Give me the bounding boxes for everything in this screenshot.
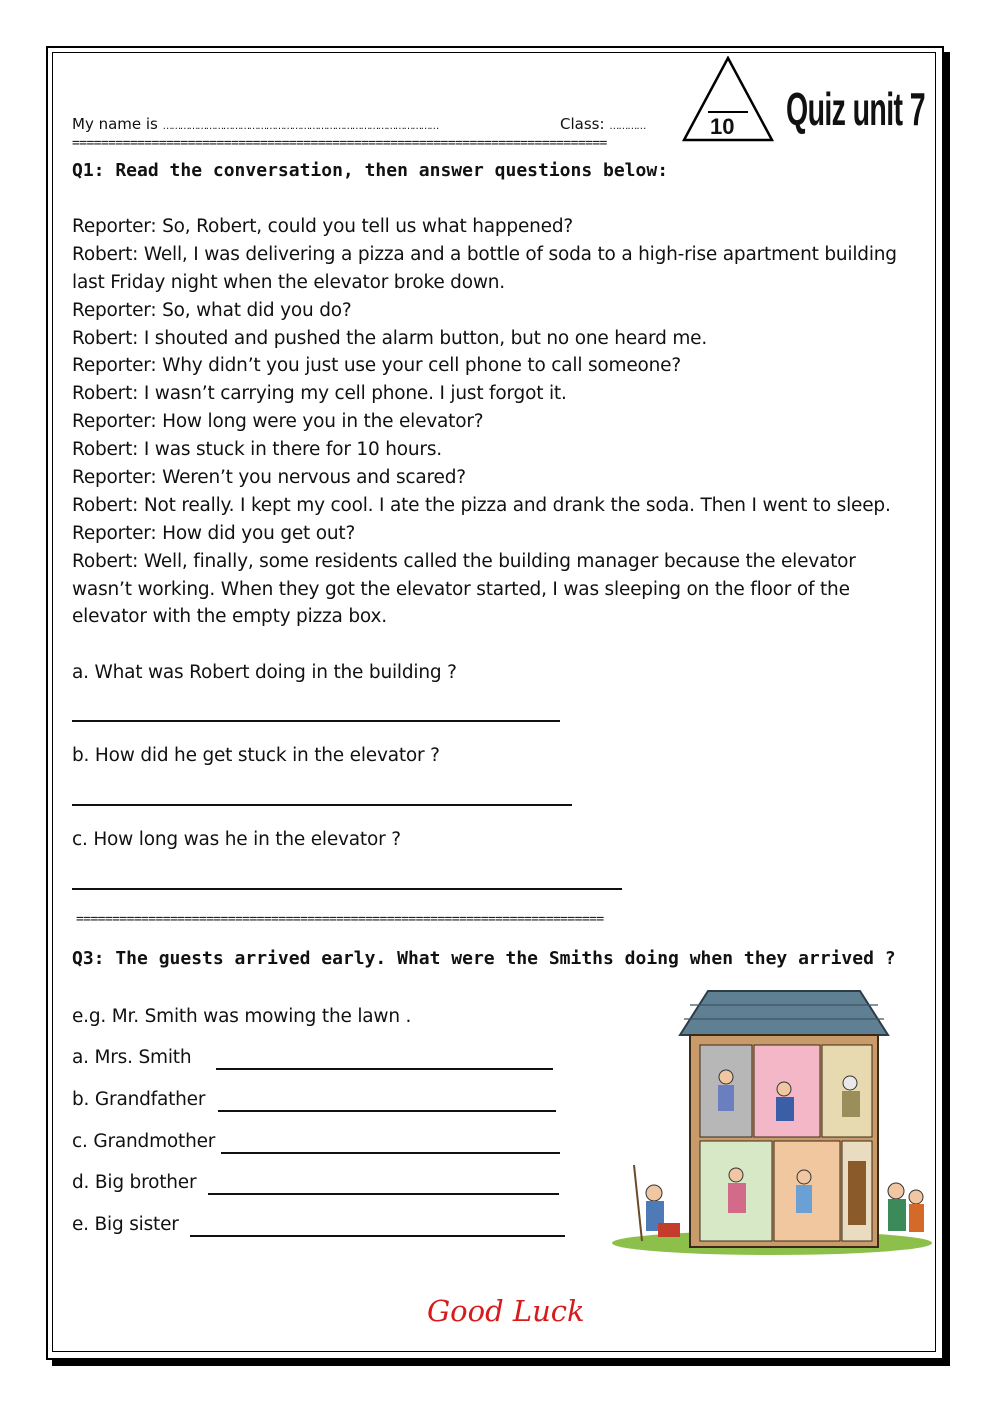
q3-item-b: b. Grandfather [72,1089,206,1110]
name-dots: …………………………………………………………………………………… [162,121,438,132]
good-luck-text: Good Luck [427,1294,585,1328]
conversation-line: Robert: Well, finally, some residents called the building manager because the elevator [72,550,856,572]
q1-title: Q1: Read the conversation, then answer questions below: [72,160,669,181]
q3-item-e: e. Big sister [72,1214,179,1235]
conversation-line: Robert: I was stuck in there for 10 hours. [72,439,442,461]
answer-line-big-brother[interactable] [208,1193,559,1195]
conversation-line: Reporter: How long were you in the elevator? [72,411,484,433]
answer-line-b[interactable] [72,804,572,806]
q3-item-d: d. Big brother [72,1172,197,1193]
name-field [72,115,438,133]
q3-item-c: c. Grandmother [72,1131,216,1152]
q3-example: e.g. Mr. Smith was mowing the lawn . [72,1006,412,1027]
conversation-line: Reporter: How did you get out? [72,522,356,544]
conversation-line: last Friday night when the elevator broke down. [72,271,505,293]
conversation-line: Robert: I shouted and pushed the alarm button, but no one heard me. [72,327,708,349]
score-value: 10 [710,114,735,139]
conversation-line: Reporter: So, what did you do? [72,299,352,321]
question-b: b. How did he get stuck in the elevator ? [72,745,440,766]
conversation-line: elevator with the empty pizza box. [72,606,387,628]
name-label: My name is [72,115,158,133]
class-dots: ………… [609,121,646,132]
header-rule: ========================================================================== [72,136,607,151]
answer-line-a[interactable] [72,720,560,722]
conversation-line: Reporter: Why didn’t you just use your cell phone to call someone? [72,355,681,377]
q3-title: Q3: The guests arrived early. What were the Smiths doing when they arrived ? [72,948,896,969]
conversation-line: Reporter: Weren’t you nervous and scared? [72,467,466,489]
conversation-line: Robert: I wasn’t carrying my cell phone. I just forgot it. [72,383,567,405]
quiz-title: Quiz unit 7 [786,83,925,135]
section-divider: ========================================================================= [76,912,604,927]
q3-item-a: a. Mrs. Smith [72,1047,192,1068]
answer-line-grandmother[interactable] [221,1152,560,1154]
conversation-line: Robert: Not really. I kept my cool. I ate the pizza and drank the soda. Then I went to sleep. [72,494,891,516]
answer-line-c[interactable] [72,888,622,890]
house-illustration [604,985,936,1257]
answer-line-big-sister[interactable] [190,1235,565,1237]
conversation-line: Robert: Well, I was delivering a pizza and a bottle of soda to a high-rise apartment building [72,243,897,265]
conversation-line: Reporter: So, Robert, could you tell us what happened? [72,216,574,237]
answer-line-mrs-smith[interactable] [216,1068,553,1070]
q1-conversation [72,213,897,631]
roof-image [680,991,888,1035]
class-field [560,115,645,133]
answer-line-grandfather[interactable] [218,1110,556,1112]
question-a: a. What was Robert doing in the building ? [72,662,457,683]
question-c: c. How long was he in the elevator ? [72,829,401,850]
conversation-line: wasn’t working. When they got the elevator started, I was sleeping on the floor of the [72,578,850,600]
class-label: Class: [560,115,605,133]
